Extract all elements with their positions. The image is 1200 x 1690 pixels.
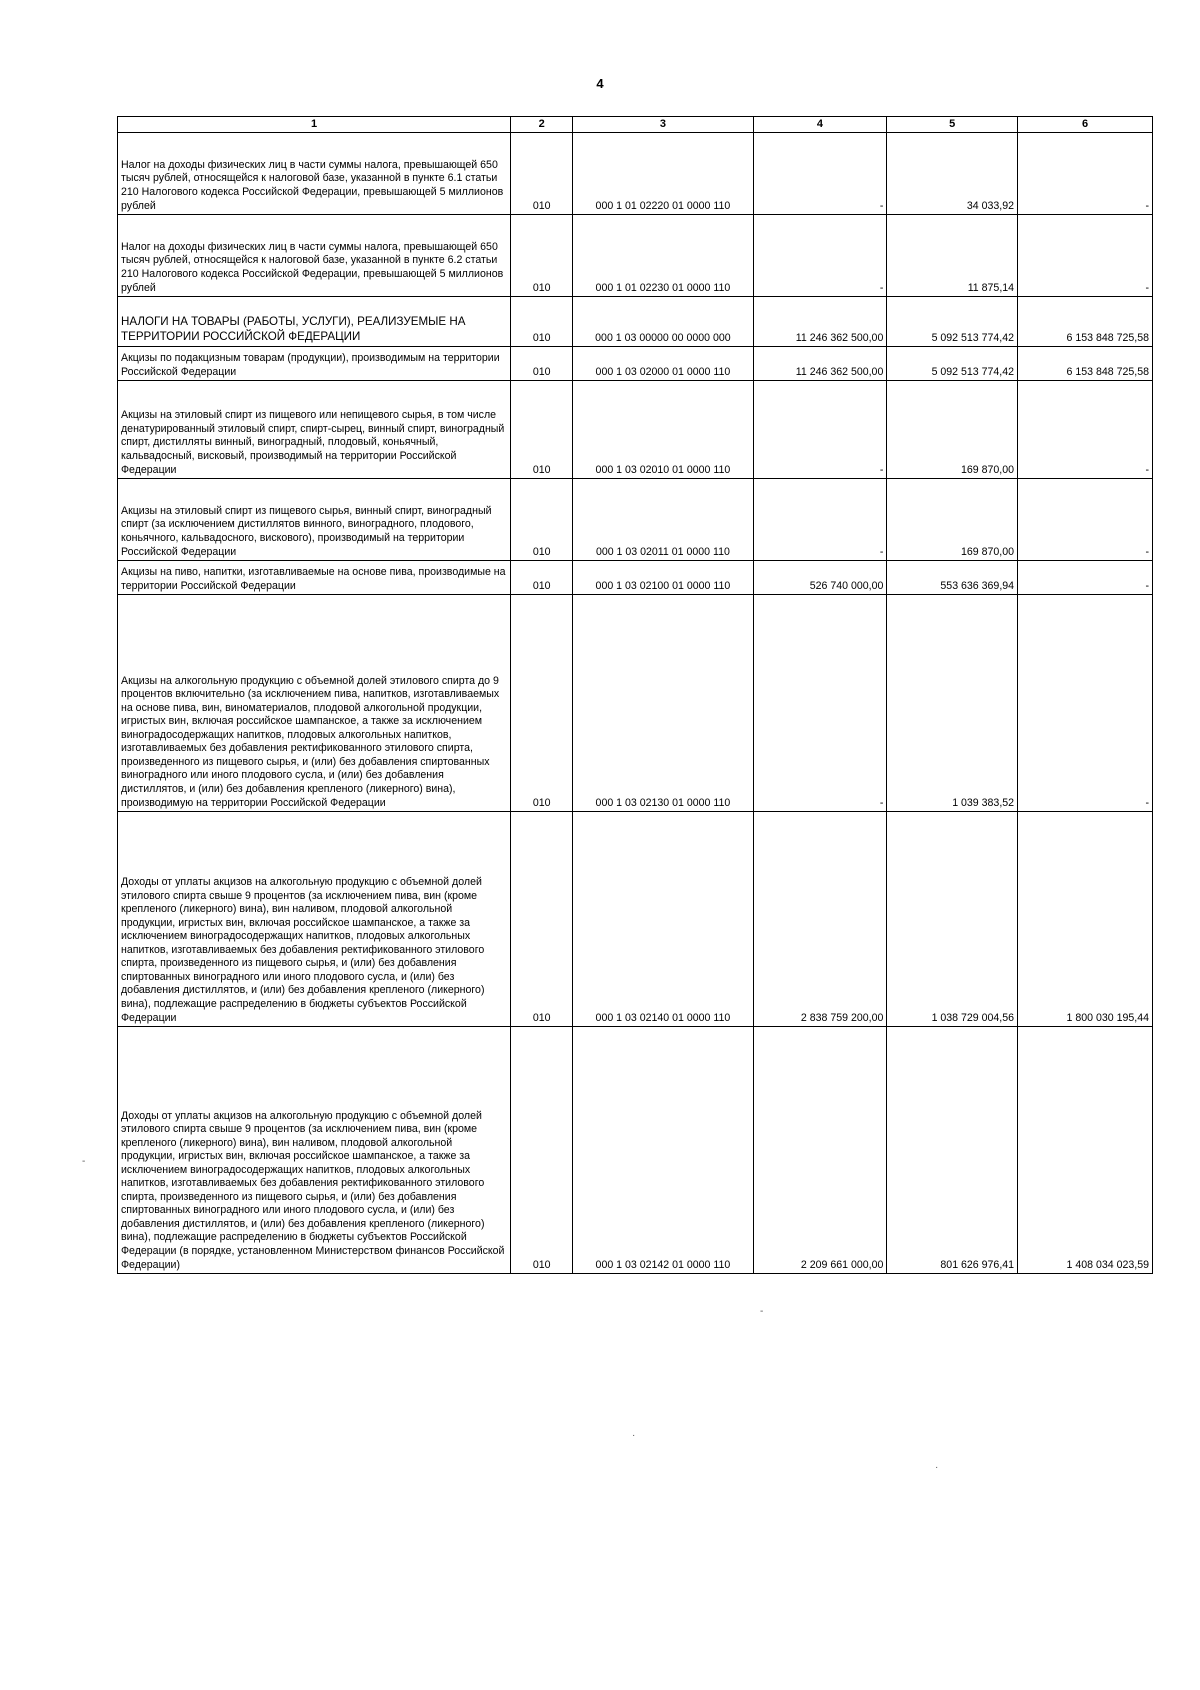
- row-executed-amount: 5 092 513 774,42: [887, 347, 1018, 381]
- row-name: Акцизы по подакцизным товарам (продукции), производимым на территории Российской Федерации: [118, 347, 511, 381]
- row-executed-amount: 5 092 513 774,42: [887, 297, 1018, 347]
- row-approved-amount: 11 246 362 500,00: [753, 297, 887, 347]
- row-budget-code: 000 1 03 02142 01 0000 110: [573, 1027, 753, 1274]
- table-row: [118, 297, 1153, 347]
- page-number: 4: [596, 76, 604, 91]
- row-approved-amount: 526 740 000,00: [753, 561, 887, 595]
- row-name: Доходы от уплаты акцизов на алкогольную продукцию с объемной долей этилового спирта свыше 9 процентов (за исключением пива, вин (кроме крепленого (ликерного) вина), вин наливом, плодовой алкогольной продукции, игристых вин, включая российское шампанское, а также за исключением виноградосодержащих напитков, плодовых алкогольных напитков, изготавливаемых без добавления ректификованного этилового спирта, произведенного из пищевого сырья, и (или) без добавления спиртованных виноградного или иного плодового сусла, и (или) без добавления дистиллятов, и (или) без добавления крепленого (ликерного) вина), подлежащие распределению в бюджеты субъектов Российской Федерации: [118, 812, 511, 1027]
- row-approved-amount: 2 838 759 200,00: [753, 812, 887, 1027]
- column-number-header-row: [118, 117, 1153, 133]
- column-header-6: 6: [1018, 117, 1153, 133]
- column-header-5: 5: [887, 117, 1018, 133]
- row-budget-code: 000 1 03 00000 00 0000 000: [573, 297, 753, 347]
- row-line-code: 010: [511, 561, 573, 595]
- row-name: Налог на доходы физических лиц в части суммы налога, превышающей 650 тысяч рублей, относящейся к налоговой базе, указанной в пункте 6.1 статьи 210 Налогового кодекса Российской Федерации, превышающей 5 миллионов рублей: [118, 133, 511, 215]
- row-line-code: 010: [511, 215, 573, 297]
- row-line-code: 010: [511, 479, 573, 561]
- row-budget-code: 000 1 03 02130 01 0000 110: [573, 595, 753, 812]
- column-header-4: 4: [753, 117, 887, 133]
- row-line-code: 010: [511, 812, 573, 1027]
- row-unexecuted-amount: 6 153 848 725,58: [1018, 347, 1153, 381]
- row-name: Акцизы на алкогольную продукцию с объемной долей этилового спирта до 9 процентов включительно (за исключением пива, напитков, изготавливаемых на основе пива, вин, виноматериалов, плодовой алкогольной продукции, игристых вин, включая российское шампанское, а также за исключением виноградосодержащих напитков, плодовых алкогольных напитков, изготавливаемых без добавления ректификованного этилового спирта, произведенного из пищевого сырья, и (или) без добавления спиртованных виноградного или иного плодового сусла, и (или) без добавления дистиллятов, и (или) без добавления крепленого (ликерного) вина), производимую на территории Российской Федерации: [118, 595, 511, 812]
- table-row: [118, 595, 1153, 812]
- table-row: [118, 215, 1153, 297]
- row-executed-amount: 34 033,92: [887, 133, 1018, 215]
- row-name: НАЛОГИ НА ТОВАРЫ (РАБОТЫ, УСЛУГИ), РЕАЛИЗУЕМЫЕ НА ТЕРРИТОРИИ РОССИЙСКОЙ ФЕДЕРАЦИИ: [118, 297, 511, 347]
- row-budget-code: 000 1 01 02220 01 0000 110: [573, 133, 753, 215]
- column-header-3: 3: [573, 117, 753, 133]
- table-row: [118, 381, 1153, 479]
- row-budget-code: 000 1 03 02011 01 0000 110: [573, 479, 753, 561]
- table-row: [118, 812, 1153, 1027]
- row-unexecuted-amount: 1 800 030 195,44: [1018, 812, 1153, 1027]
- table-row: [118, 133, 1153, 215]
- row-unexecuted-amount: -: [1018, 479, 1153, 561]
- scan-speck: -: [760, 1306, 764, 1317]
- row-line-code: 010: [511, 1027, 573, 1274]
- row-unexecuted-amount: -: [1018, 215, 1153, 297]
- row-line-code: 010: [511, 347, 573, 381]
- column-header-2: 2: [511, 117, 573, 133]
- row-name: Доходы от уплаты акцизов на алкогольную продукцию с объемной долей этилового спирта свыше 9 процентов (за исключением пива, вин (кроме крепленого (ликерного) вина), вин наливом, плодовой алкогольной продукции, игристых вин, включая российское шампанское, а также за исключением виноградосодержащих напитков, плодовых алкогольных напитков, изготавливаемых без добавления ректификованного этилового спирта, произведенного из пищевого сырья, и (или) без добавления спиртованных виноградного или иного плодового сусла, и (или) без добавления дистиллятов, и (или) без добавления крепленого (ликерного) вина), подлежащие распределению в бюджеты субъектов Российской Федерации (в порядке, установленном Министерством финансов Российской Федерации): [118, 1027, 511, 1274]
- row-executed-amount: 11 875,14: [887, 215, 1018, 297]
- table-row: [118, 561, 1153, 595]
- scan-speck: ·: [935, 1462, 939, 1473]
- scan-speck: -: [82, 1156, 86, 1167]
- row-name: Акцизы на пиво, напитки, изготавливаемые на основе пива, производимые на территории Российской Федерации: [118, 561, 511, 595]
- row-unexecuted-amount: 1 408 034 023,59: [1018, 1027, 1153, 1274]
- row-line-code: 010: [511, 381, 573, 479]
- row-budget-code: 000 1 03 02140 01 0000 110: [573, 812, 753, 1027]
- row-unexecuted-amount: 6 153 848 725,58: [1018, 297, 1153, 347]
- row-approved-amount: -: [753, 381, 887, 479]
- row-approved-amount: -: [753, 595, 887, 812]
- row-unexecuted-amount: -: [1018, 133, 1153, 215]
- row-approved-amount: -: [753, 479, 887, 561]
- scan-speck: ·: [632, 1430, 636, 1441]
- row-executed-amount: 1 039 383,52: [887, 595, 1018, 812]
- row-name: Налог на доходы физических лиц в части суммы налога, превышающей 650 тысяч рублей, относящейся к налоговой базе, указанной в пункте 6.2 статьи 210 Налогового кодекса Российской Федерации, превышающей 5 миллионов рублей: [118, 215, 511, 297]
- row-approved-amount: -: [753, 133, 887, 215]
- row-line-code: 010: [511, 595, 573, 812]
- row-budget-code: 000 1 03 02000 01 0000 110: [573, 347, 753, 381]
- column-header-1: 1: [118, 117, 511, 133]
- row-unexecuted-amount: -: [1018, 595, 1153, 812]
- row-unexecuted-amount: -: [1018, 561, 1153, 595]
- row-unexecuted-amount: -: [1018, 381, 1153, 479]
- row-budget-code: 000 1 03 02100 01 0000 110: [573, 561, 753, 595]
- row-executed-amount: 1 038 729 004,56: [887, 812, 1018, 1027]
- table-row: [118, 479, 1153, 561]
- row-executed-amount: 801 626 976,41: [887, 1027, 1018, 1274]
- table-row: [118, 347, 1153, 381]
- row-executed-amount: 553 636 369,94: [887, 561, 1018, 595]
- row-name: Акцизы на этиловый спирт из пищевого или непищевого сырья, в том числе денатурированный этиловый спирт, спирт-сырец, винный спирт, виноградный спирт, дистилляты винный, виноградный, плодовый, коньячный, кальвадосный, висковый, производимый на территории Российской Федерации: [118, 381, 511, 479]
- row-approved-amount: 11 246 362 500,00: [753, 347, 887, 381]
- row-approved-amount: -: [753, 215, 887, 297]
- row-line-code: 010: [511, 133, 573, 215]
- revenue-table: [117, 116, 1153, 1274]
- table-row: [118, 1027, 1153, 1274]
- row-executed-amount: 169 870,00: [887, 381, 1018, 479]
- row-budget-code: 000 1 01 02230 01 0000 110: [573, 215, 753, 297]
- row-line-code: 010: [511, 297, 573, 347]
- row-approved-amount: 2 209 661 000,00: [753, 1027, 887, 1274]
- row-executed-amount: 169 870,00: [887, 479, 1018, 561]
- row-name: Акцизы на этиловый спирт из пищевого сырья, винный спирт, виноградный спирт (за исключением дистиллятов винного, виноградного, плодового, коньячного, кальвадосного, вискового), производимый на территории Российской Федерации: [118, 479, 511, 561]
- row-budget-code: 000 1 03 02010 01 0000 110: [573, 381, 753, 479]
